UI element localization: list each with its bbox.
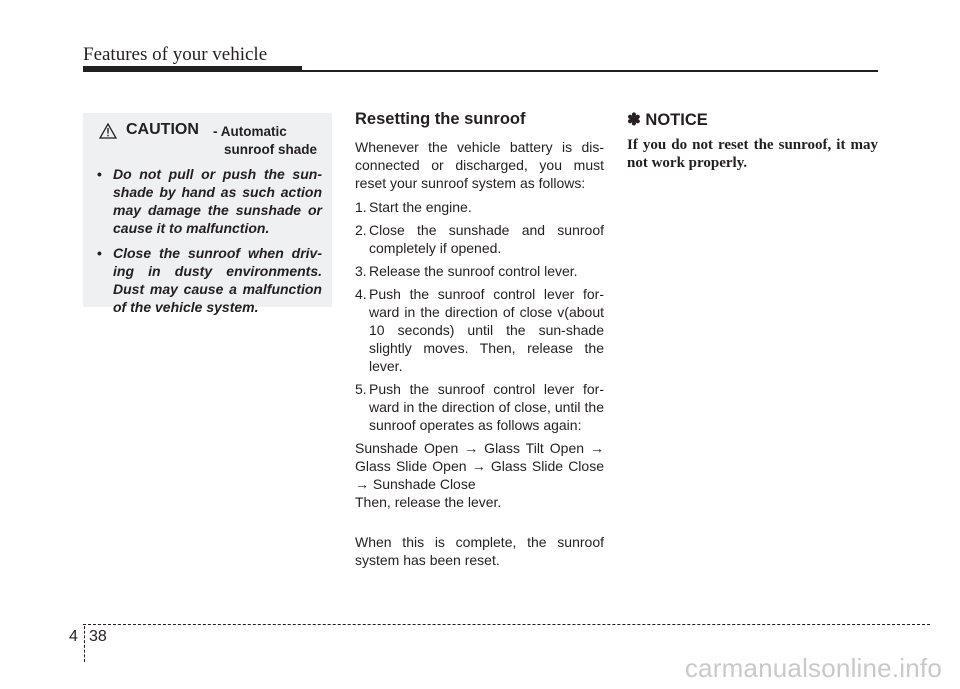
- page-number: 38: [89, 628, 107, 645]
- caution-header: [93, 121, 322, 159]
- step-item: 1. Start the engine.: [355, 199, 472, 215]
- caution-subtitle-line1: - Automatic: [213, 124, 287, 139]
- header-rule-thick: [83, 66, 302, 72]
- watermark: carmanualsonline.info: [684, 653, 942, 683]
- warning-triangle-icon: [99, 123, 117, 139]
- caution-subtitle-line2: sunroof shade: [224, 142, 318, 157]
- step-item: 5. Push the sunroof control lever for-ward in the direction of close, until the sunroof operates as follows again:: [355, 381, 604, 433]
- chapter-number: 4: [69, 628, 78, 645]
- notice-title: ✽ NOTICE: [627, 111, 708, 129]
- reset-steps: [355, 198, 604, 434]
- reset-section: [355, 110, 604, 569]
- reset-complete-text: When this is complete, the sunroof system has been reset.: [355, 534, 604, 568]
- reset-title: Resetting the sunroof: [355, 110, 526, 128]
- footer-rule: [83, 624, 930, 625]
- release-instruction: Then, release the lever.: [355, 494, 502, 510]
- operation-sequence: Sunshade Open → Glass Tilt Open → Glass Slide Open → Glass Slide Close → Sunshade Close: [355, 440, 604, 492]
- notice-text: If you do not reset the sunroof, it may not work properly.: [627, 137, 878, 171]
- header-rule-thin: [302, 70, 878, 72]
- notice-section: [627, 110, 878, 172]
- caution-word: CAUTION: [126, 121, 199, 138]
- reset-intro: Whenever the vehicle battery is dis-connected or discharged, you must reset your sunroof system as follows:: [355, 139, 604, 191]
- caution-item: • Do not pull or push the sun-shade by hand as such action may damage the sunshade or cause it to malfunction.: [97, 166, 322, 236]
- caution-item: • Close the sunroof when driv-ing in dusty environments. Dust may cause a malfunction of the vehicle system.: [97, 245, 322, 315]
- step-item: 3. Release the sunroof control lever.: [355, 263, 578, 279]
- page-header-title: Features of your vehicle: [83, 44, 268, 65]
- step-item: 4. Push the sunroof control lever for-ward in the direction of close v(about 10 seconds) until the sun-shade slightly moves. Then, release the lever.: [355, 286, 604, 374]
- caution-list: [93, 165, 322, 316]
- footer-divider: [84, 626, 85, 662]
- caution-box: [83, 113, 332, 315]
- step-item: 2. Close the sunshade and sunroof completely if opened.: [355, 222, 604, 256]
